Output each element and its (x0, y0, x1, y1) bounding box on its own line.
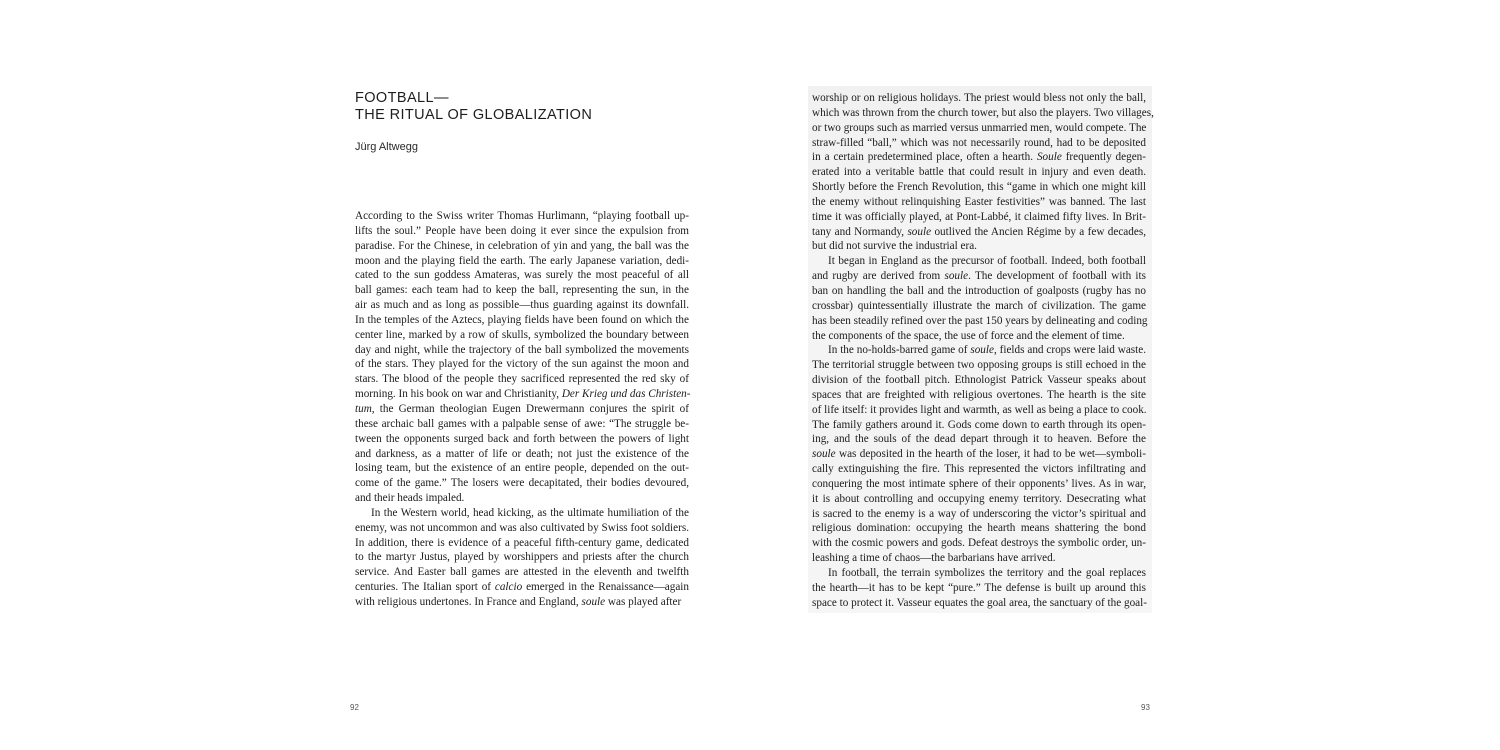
text-line: and darkness, as a matter of life or death; not just the existence of the (355, 447, 689, 460)
text-line: conquering the most intimate sphere of their opponents’ lives. As in war, (812, 477, 1146, 490)
text-line: of life itself: it provides light and warmth, as well as being a place to cook. (812, 403, 1147, 416)
text-line: to the martyr Justus, played by worshippers and priests after the church (355, 551, 689, 564)
text-line: religious domination: occupying the hearth means shattering the bond (812, 522, 1146, 535)
text-line: tum, the German theologian Eugen Drewermann conjures the spirit of (355, 402, 689, 415)
text-line: erated into a veritable battle that could result in injury and even death. (812, 166, 1146, 179)
text-line: paradise. For the Chinese, in celebration of yin and yang, the ball was the (355, 239, 689, 252)
chapter-title (355, 90, 592, 124)
text-line: division of the football pitch. Ethnologist Patrick Vasseur speaks about (812, 374, 1146, 387)
right-body-text (812, 91, 1154, 611)
text-line: moon and the playing field the earth. The early Japanese variation, dedi- (355, 254, 689, 267)
text-line: but did not survive the industrial era. (812, 240, 977, 253)
text-line: stars. The blood of the people they sacrificed represented the red sky of (355, 373, 689, 386)
text-line: and rugby are derived from soule. The development of football with its (812, 270, 1146, 283)
text-line: straw-filled “ball,” which was not necessarily round, had to be deposited (812, 136, 1146, 149)
text-line: in a certain predetermined place, often a hearth. Soule frequently degen- (812, 151, 1146, 164)
text-line: morning. In his book on war and Christianity, Der Krieg und das Christen- (355, 388, 691, 401)
text-line: worship or on religious holidays. The priest would bless not only the ball, (812, 92, 1146, 104)
text-line: In the no-holds-barred game of soule, fields and crops were laid waste. (828, 344, 1147, 357)
text-line: tween the opponents surged back and forth between the powers of light (355, 432, 689, 445)
text-line: cally extinguishing the fire. This represented the victors infiltrating and (812, 463, 1146, 476)
text-line: soule was deposited in the hearth of the loser, it had to be wet—symboli- (812, 448, 1146, 461)
text-line: space to protect it. Vasseur equates the goal area, the sanctuary of the goal- (812, 596, 1147, 609)
text-line: has been steadily refined over the past 150 years by delineating and coding (812, 314, 1148, 327)
text-line: In addition, there is evidence of a peaceful fifth-century game, dedicated (355, 536, 689, 549)
text-line: enemy, was not uncommon and was also cultivated by Swiss foot soldiers. (355, 521, 689, 534)
text-line: leashing a time of chaos—the barbarians have arrived. (812, 552, 1056, 565)
text-line: is sacred to the enemy is a way of underscoring the victor’s spiritual and (812, 507, 1146, 520)
text-line: service. And Easter ball games are attested in the eleventh and twelfth (355, 566, 689, 579)
text-line: day and night, while the trajectory of the ball symbolized the movements (355, 343, 689, 356)
text-line: tany and Normandy, soule outlived the Ancien Régime by a few decades, (812, 225, 1146, 238)
text-line: The territorial struggle between two opposing groups is still echoed in the (812, 359, 1146, 372)
left-body-text (355, 209, 689, 610)
text-line: centuries. The Italian sport of calcio emerged in the Renaissance—again (355, 581, 689, 594)
text-line: In the temples of the Aztecs, playing fields have been found on which the (355, 313, 689, 326)
text-line: center line, marked by a row of skulls, symbolized the boundary between (355, 328, 689, 341)
text-line: and their heads impaled. (355, 492, 465, 505)
text-line: time it was officially played, at Pont-Labbé, it claimed fifty lives. In Brit- (812, 210, 1146, 223)
text-line: spaces that are freighted with religious overtones. The hearth is the site (812, 388, 1146, 401)
page-number-left: 92 (350, 703, 359, 712)
text-line: the hearth—it has to be kept “pure.” The defense is built up around this (812, 581, 1146, 594)
text-line: which was thrown from the church tower, but also the players. Two villages, (812, 106, 1154, 119)
text-line: with the cosmic powers and gods. Defeat destroys the symbolic order, un- (812, 537, 1146, 550)
author-name: Jürg Altwegg (355, 141, 418, 153)
text-line: ball games: each team had to keep the ball, representing the sun, in the (355, 284, 689, 297)
right-page (750, 0, 1500, 750)
text-line: or two groups such as married versus unmarried men, would compete. The (812, 121, 1147, 134)
text-line: In football, the terrain symbolizes the territory and the goal replaces (828, 567, 1146, 579)
text-line: In the Western world, head kicking, as the ultimate humiliation of the (371, 506, 689, 519)
text-line: ban on handling the ball and the introduction of goalposts (rugby has no (812, 284, 1146, 297)
text-line: with religious undertones. In France and England, soule was played after (355, 595, 682, 608)
text-line: lifts the soul.” People have been doing it ever since the expulsion from (355, 224, 689, 237)
text-line: these archaic ball games with a palpable sense of awe: “The struggle be- (355, 417, 689, 430)
text-line: It began in England as the precursor of football. Indeed, both football (828, 255, 1146, 268)
text-line: According to the Swiss writer Thomas Hurlimann, “playing football up- (355, 210, 689, 222)
text-line: the enemy without relinquishing Easter festivities” was banned. The last (812, 195, 1146, 208)
text-line: it is about controlling and occupying enemy territory. Desecrating what (812, 492, 1146, 505)
text-line: crossbar) quintessentially illustrate the march of civilization. The game (812, 299, 1146, 312)
page-number-right: 93 (1141, 703, 1150, 712)
text-line: ing, and the souls of the dead depart through it to heaven. Before the (812, 433, 1146, 446)
text-line: the components of the space, the use of force and the element of time. (812, 329, 1125, 342)
text-line: The family gathers around it. Gods come down to earth through its open- (812, 418, 1146, 431)
text-line: losing team, but the existence of an entire people, depended on the out- (355, 462, 689, 475)
text-line: air as much and as long as possible—thus guarding against its downfall. (355, 299, 689, 312)
text-line: Shortly before the French Revolution, this “game in which one might kill (812, 181, 1146, 194)
chapter-title-line-1: FOOTBALL— (355, 90, 449, 106)
text-line: of the stars. They played for the victory of the sun against the moon and (355, 358, 689, 371)
text-line: come of the game.” The losers were decapitated, their bodies devoured, (355, 477, 689, 490)
chapter-title-line-2: THE RITUAL OF GLOBALIZATION (355, 107, 593, 123)
text-line: cated to the sun goddess Amateras, was surely the most peaceful of all (355, 269, 689, 282)
